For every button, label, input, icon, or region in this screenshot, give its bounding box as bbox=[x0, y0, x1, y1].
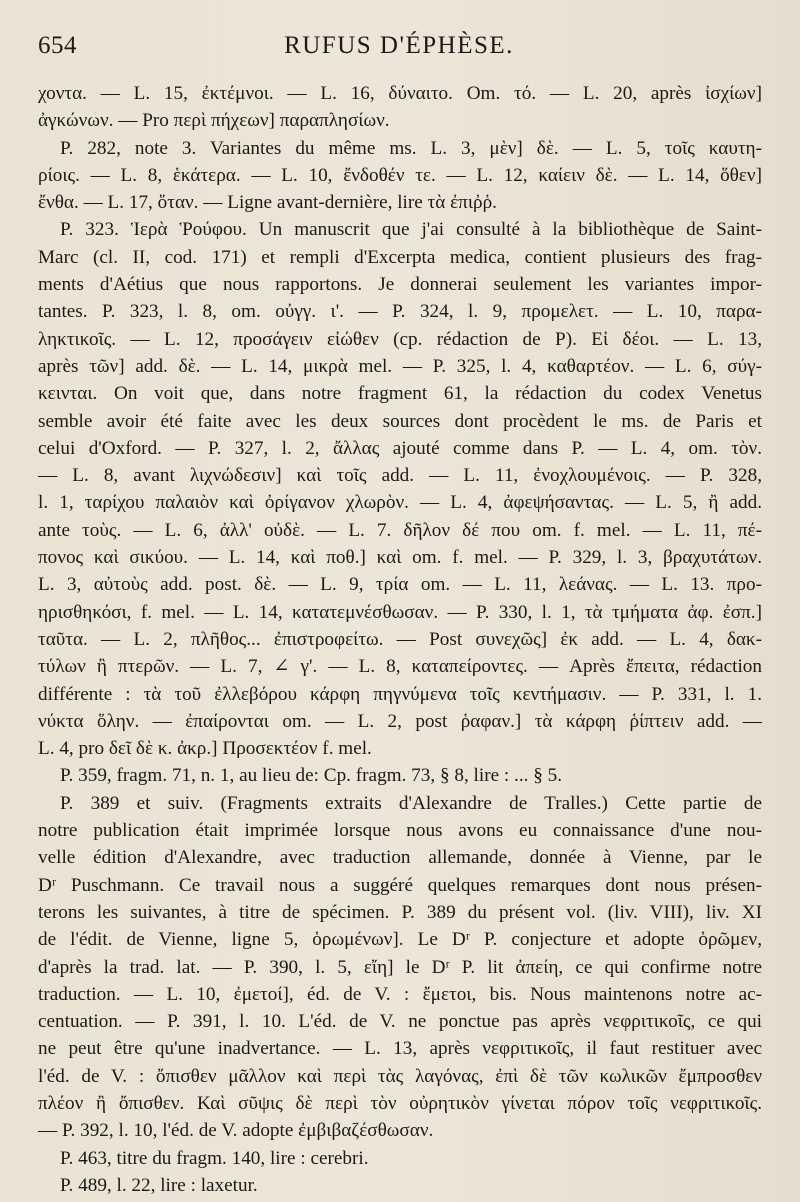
text-line: l. 1, ταρίχου παλαιὸν καὶ ὀρίγανον χλωρὸν. — L. 4, ἀφεψήσαντας. — L. 5, ἢ add. bbox=[38, 492, 762, 514]
text-line: ἔνθα. — L. 17, ὅταν. — Ligne avant-dernière, lire τὰ ἐπιῤῥ. bbox=[38, 192, 497, 214]
text-line: L. 3, αὐτοὺς add. post. δὲ. — L. 9, τρία om. — L. 11, λεάνας. — L. 13. προ- bbox=[38, 574, 762, 596]
text-line: — P. 392, l. 10, l'éd. de V. adopte ἐμβιβαζέσθωσαν. bbox=[38, 1120, 434, 1142]
text-line: après τῶν] add. δὲ. — L. 14, μικρὰ mel. — P. 325, l. 4, καθαρτέον. — L. 6, σύγ- bbox=[38, 355, 762, 377]
text-line: de l'édit. de Vienne, ligne 5, ὁρωμένων]. Le Dʳ P. conjecture et adopte ὁρῶμεν, bbox=[38, 929, 762, 951]
text-line: κεινται. On voit que, dans notre fragment 61, la rédaction du codex Venetus bbox=[38, 383, 762, 405]
text-line: terons les suivantes, à titre de spécimen. P. 389 du présent vol. (liv. VIII), liv. XI bbox=[38, 901, 762, 923]
body-text bbox=[38, 80, 762, 1199]
text-line: χοντα. — L. 15, ἐκτέμνοι. — L. 16, δύναιτο. Om. τό. — L. 20, après ἰσχίων] bbox=[38, 83, 762, 104]
text-line: ρίοις. — L. 8, ἑκάτερα. — L. 10, ἔνδοθέν τε. — L. 12, καίειν δὲ. — L. 14, ὅθεν] bbox=[38, 164, 762, 186]
page-number: 654 bbox=[38, 32, 77, 59]
text-line: τύλων ἢ πτερῶν. — L. 7, ∠ γ'. — L. 8, καταπείροντες. — Après ἔπειτα, rédaction bbox=[38, 656, 762, 678]
running-title: RUFUS D'ÉPHÈSE. bbox=[284, 32, 514, 59]
text-line: P. 359, fragm. 71, n. 1, au lieu de: Cp. fragm. 73, § 8, lire : ... § 5. bbox=[60, 765, 563, 787]
text-line: L. 4, pro δεῖ δὲ κ. ἀκρ.] Προσεκτέον f. mel. bbox=[38, 738, 372, 760]
text-line: ments d'Aétius que nous rapportons. Je donnerai seulement les variantes impor- bbox=[38, 274, 762, 296]
text-line: ne peut être qu'une inadvertance. — L. 13, après νεφριτικοῖς, il faut restituer avec bbox=[38, 1038, 762, 1060]
text-line: πλέον ἢ ὄπισθεν. Καὶ σῦψις δὲ περὶ τὸν οὐρητικὸν γίνεται πόρον τοῖς νεφριτικοῖς. bbox=[38, 1092, 762, 1114]
text-line: P. 282, note 3. Variantes du même ms. L. 3, μὲν] δὲ. — L. 5, τοῖς καυτη- bbox=[60, 137, 762, 159]
text-line: semble avoir été faite avec les deux sources dont procèdent le ms. de Paris et bbox=[38, 410, 762, 432]
text-line: l'éd. de V. : ὄπισθεν μᾶλλον καὶ περὶ τὰς λαγόνας, ἐπὶ δὲ τῶν κωλικῶν ἔμπροσθεν bbox=[38, 1065, 762, 1087]
text-line: ἀγκώνων. — Pro περὶ πήχεων] παραπλησίων. bbox=[38, 110, 390, 132]
text-line: P. 463, titre du fragm. 140, lire : cerebri. bbox=[60, 1147, 369, 1169]
text-line: ante τοὺς. — L. 6, ἀλλ' οὐδὲ. — L. 7. δῆλον δέ που om. f. mel. — L. 11, πέ- bbox=[38, 519, 762, 541]
text-line: P. 489, l. 22, lire : laxetur. bbox=[60, 1174, 258, 1196]
text-line: — L. 8, avant λιχνώδεσιν] καὶ τοῖς add. — L. 11, ἐνοχλουμένοις. — P. 328, bbox=[38, 465, 762, 487]
page-header bbox=[38, 32, 760, 68]
text-line: centuation. — P. 391, l. 10. L'éd. de V. ne ponctue pas après νεφριτικοῖς, ce qui bbox=[38, 1011, 762, 1033]
text-line: ληκτικοῖς. — L. 12, προσάγειν εἰώθεν (cp. rédaction de P). Εἰ δέοι. — L. 13, bbox=[38, 328, 762, 350]
text-line: tantes. P. 323, l. 8, om. οὐγγ. ι'. — P. 324, l. 9, προμελετ. — L. 10, παρα- bbox=[38, 301, 762, 323]
text-line: P. 323. Ἱερὰ Ῥούφου. Un manuscrit que j'ai consulté à la bibliothèque de Saint- bbox=[60, 219, 762, 241]
text-line: velle édition d'Alexandre, avec traduction allemande, donnée à Vienne, par le bbox=[38, 847, 762, 869]
text-line: πονος καὶ σικύου. — L. 14, καὶ ποθ.] καὶ om. f. mel. — P. 329, l. 3, βραχυτάτων. bbox=[38, 547, 762, 569]
text-line: notre publication était imprimée lorsque nous avons eu connaissance d'une nou- bbox=[38, 820, 762, 842]
text-line: Dʳ Puschmann. Ce travail nous a suggéré quelques remarques dont nous présen- bbox=[38, 874, 762, 896]
text-line: ηρισθηκόσι, f. mel. — L. 14, κατατεμνέσθωσαν. — P. 330, l. 1, τὰ τμήματα ἀφ. ἐσπ.] bbox=[38, 601, 762, 623]
text-line: Marc (cl. II, cod. 171) et rempli d'Excerpta medica, contient plusieurs des frag- bbox=[38, 246, 762, 268]
text-line: différente : τὰ τοῦ ἐλλεβόρου κάρφη πηγνύμενα τοῖς κεντήμασιν. — P. 331, l. 1. bbox=[38, 683, 762, 705]
text-line: νύκτα ὅλην. — ἐπαίρονται om. — L. 2, post ῥαφαν.] τὰ κάρφη ῥίπτειν add. — bbox=[38, 710, 762, 732]
text-line: ταῦτα. — L. 2, πλῆθος... ἐπιστροφείτω. — Post συνεχῶς] ἐκ add. — L. 4, δακ- bbox=[38, 628, 762, 650]
text-line: celui d'Oxford. — P. 327, l. 2, ἄλλας ajouté comme dans P. — L. 4, om. τὸν. bbox=[38, 437, 762, 459]
text-line: traduction. — L. 10, ἐμετοί], éd. de V. : ἔμετοι, bis. Nous maintenons notre ac- bbox=[38, 983, 762, 1005]
text-line: d'après la trad. lat. — P. 390, l. 5, εἴη] le Dʳ P. lit ἀπείη, ce qui confirme notre bbox=[38, 956, 762, 978]
text-line: P. 389 et suiv. (Fragments extraits d'Alexandre de Tralles.) Cette partie de bbox=[60, 792, 762, 814]
